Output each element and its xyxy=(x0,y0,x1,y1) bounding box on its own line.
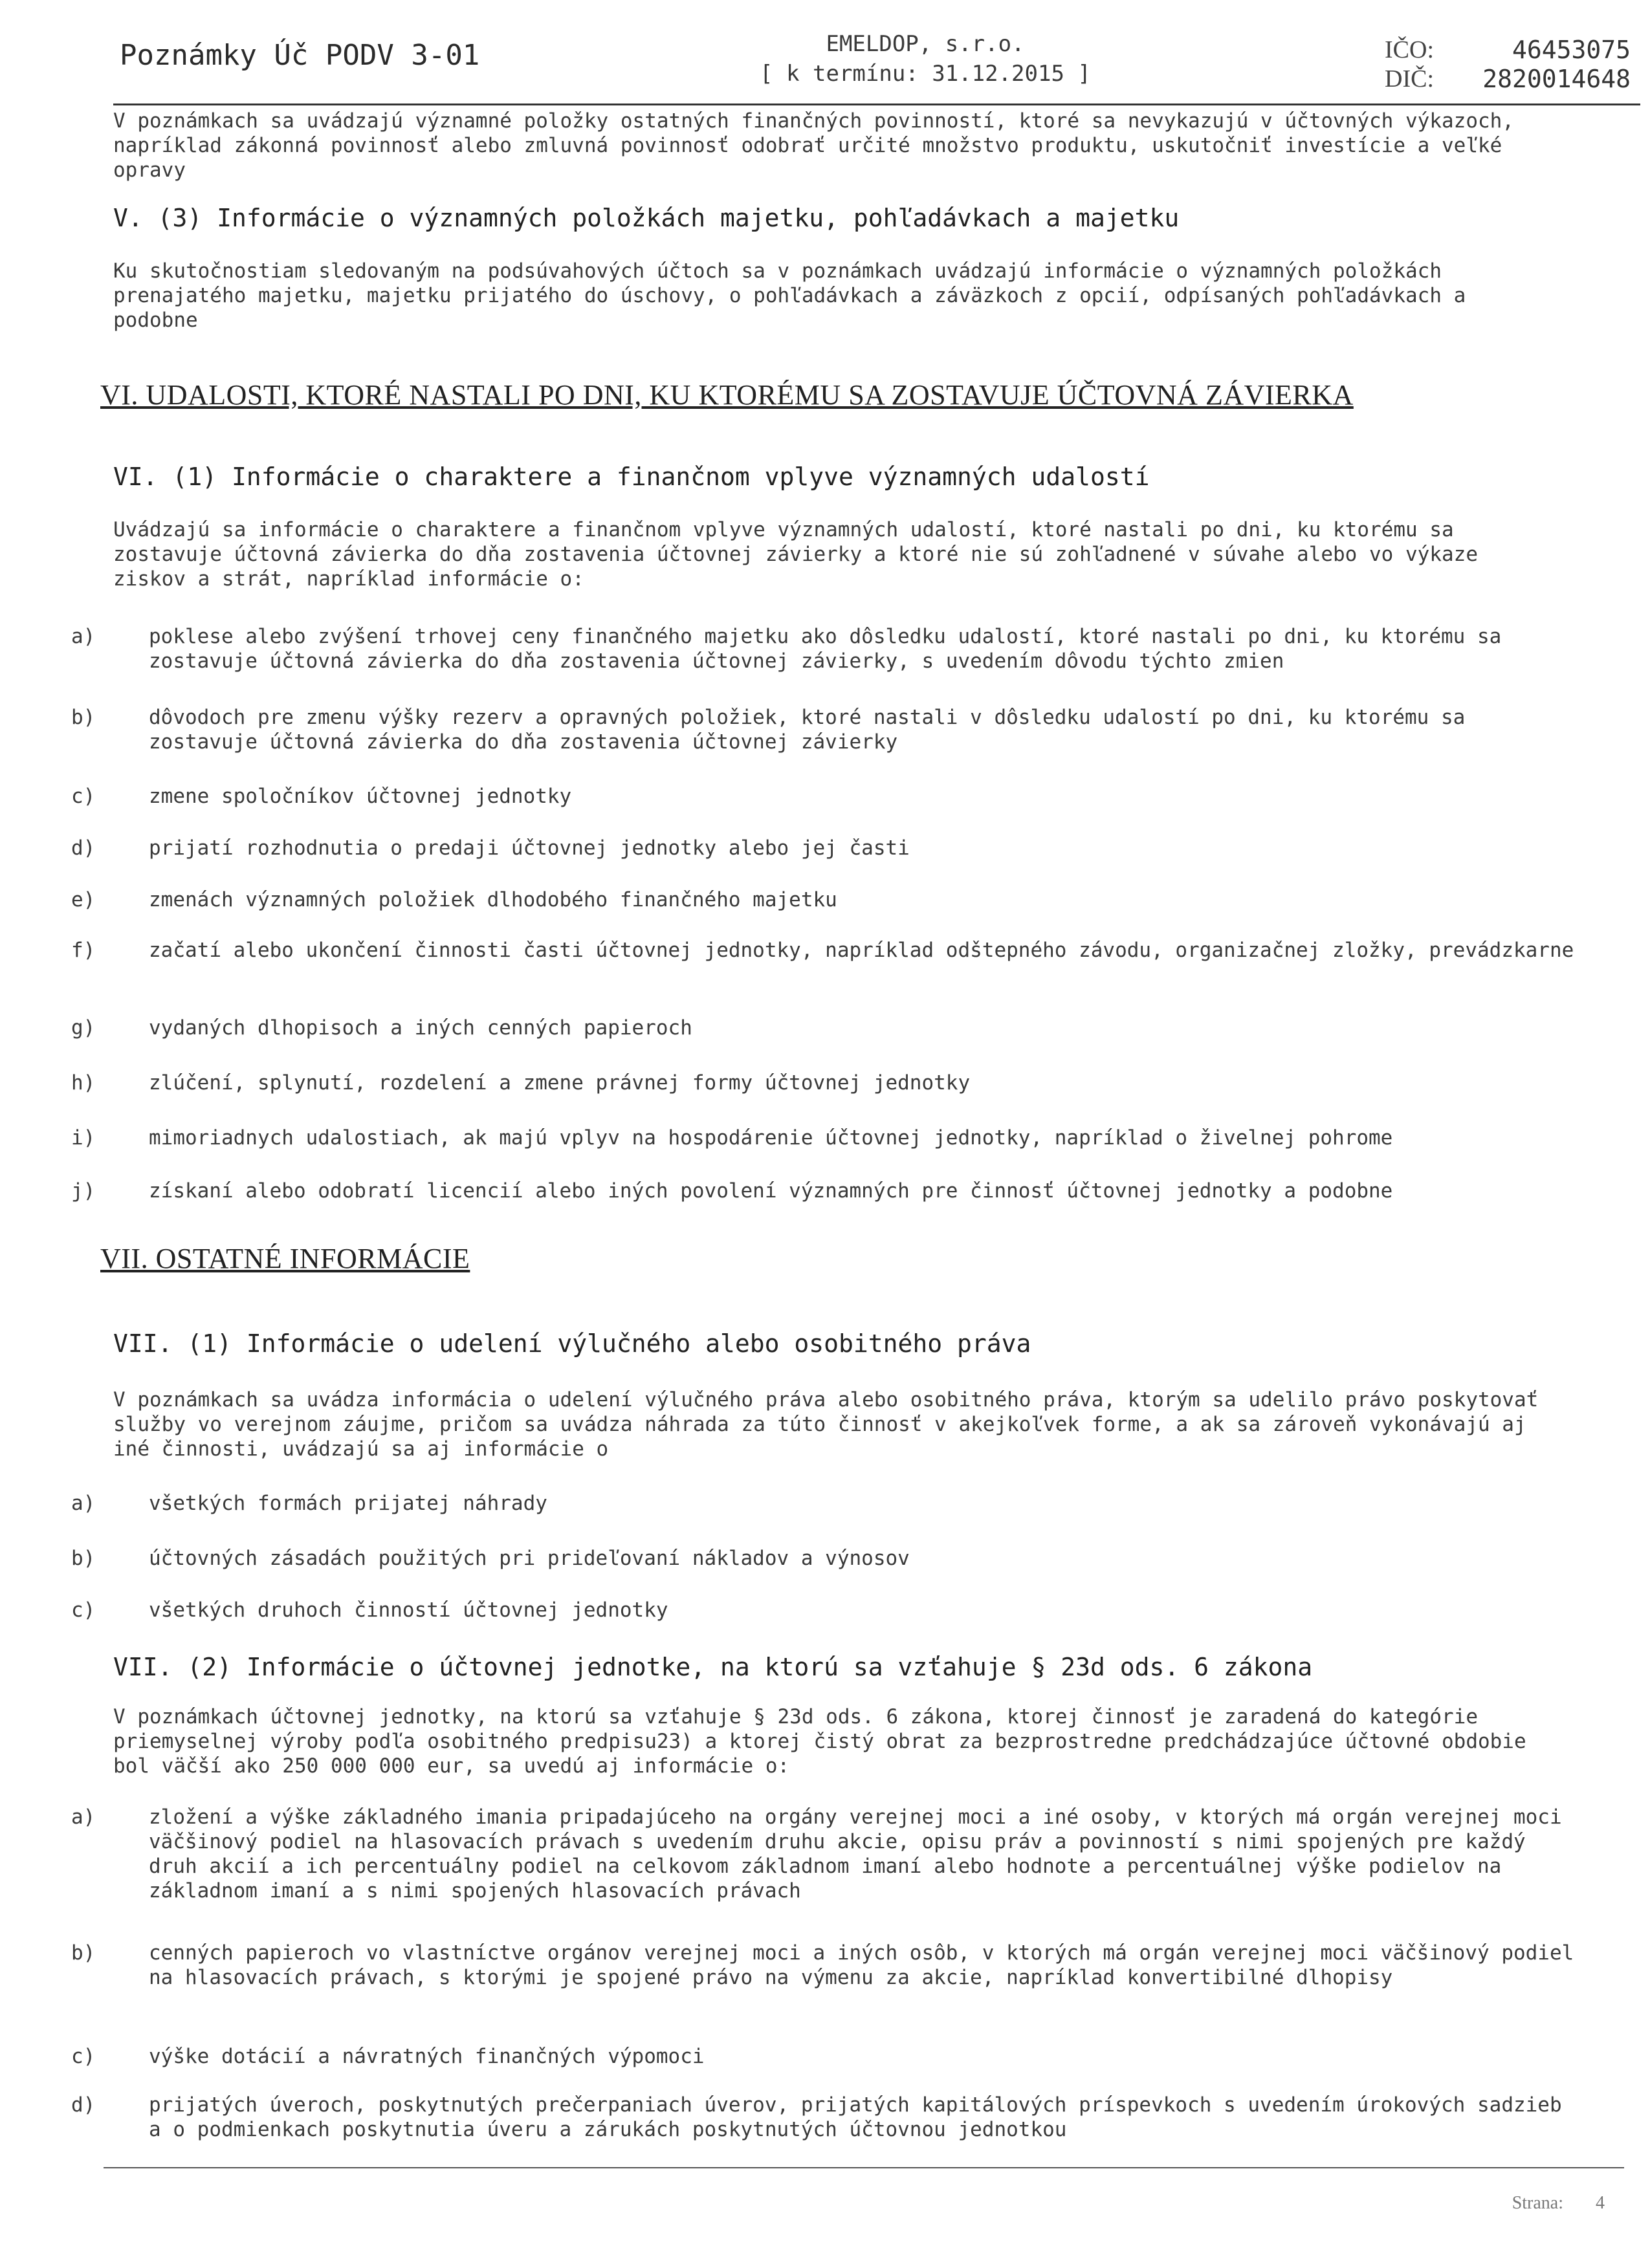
list-item xyxy=(71,1126,1585,1150)
list-item xyxy=(71,1491,1585,1516)
page-footer xyxy=(1480,2193,1605,2214)
list-item-text: mimoriadnych udalostiach, ak majú vplyv na hospodárenie účtovnej jednotky, napríklad o živelnej pohrome xyxy=(149,1126,1393,1150)
section-vi-title: VI. UDALOSTI, KTORÉ NASTALI PO DNI, KU KTORÉMU SA ZOSTAVUJE ÚČTOVNÁ ZÁVIERKA xyxy=(100,379,1354,411)
list-marker: a) xyxy=(71,1492,96,1515)
list-item xyxy=(71,888,1585,912)
list-item-text: zlúčení, splynutí, rozdelení a zmene právnej formy účtovnej jednotky xyxy=(149,1071,971,1095)
list-item-text: výške dotácií a návratných finančných výpomoci xyxy=(149,2045,705,2068)
list-marker: h) xyxy=(71,1071,96,1095)
list-item xyxy=(71,1805,1585,1903)
list-marker: a) xyxy=(71,1805,96,1829)
v3-heading: V. (3) Informácie o významných položkách majetku, pohľadávkach a majetku xyxy=(113,204,1180,232)
list-item xyxy=(71,1179,1585,1203)
header-center xyxy=(744,29,1106,89)
list-marker: b) xyxy=(71,1941,96,1965)
ico-label: IČO: xyxy=(1385,36,1434,63)
list-item-text: všetkých druhoch činností účtovnej jednotky xyxy=(149,1598,668,1622)
list-item xyxy=(71,1071,1585,1095)
vii2-heading: VII. (2) Informácie o účtovnej jednotke, na ktorú sa vzťahuje § 23d ods. 6 zákona xyxy=(113,1653,1313,1681)
list-marker: d) xyxy=(71,836,96,860)
list-item-text: všetkých formách prijatej náhrady xyxy=(149,1492,547,1515)
list-marker: f) xyxy=(71,939,96,962)
list-item xyxy=(71,1941,1585,1990)
vii2-paragraph: V poznámkach účtovnej jednotky, na ktorú sa vzťahuje § 23d ods. 6 zákona, ktorej činnosť je zaradená do kategórie priemyselnej výroby podľa osobitného predpisu23) a ktorej čistý obrat za bezprostredne predchádzajúce účtovné obdobie bol väčší ako 250 000 000 eur, sa uvedú aj informácie o: xyxy=(113,1705,1526,1778)
list-item-text: prijatých úveroch, poskytnutých prečerpaniach úverov, prijatých kapitálových príspevkoch s uvedením úrokových sadzieb a o podmienkach poskytnutia úveru a zárukách poskytnutých účtovnou jednotkou xyxy=(149,2093,1562,2141)
dic-value: 2820014648 xyxy=(1482,65,1631,93)
list-marker: d) xyxy=(71,2093,96,2117)
list-marker: b) xyxy=(71,1547,96,1570)
list-item-text: zložení a výške základného imania pripadajúceho na orgány verejnej moci a iné osoby, v ktorých má orgán verejnej moci väčšinový podiel na hlasovacích právach s uvedením druhu akcie, opisu práv a povinností s nimi spojených pre každý druh akcií a ich percentuálny podiel na celkovom základnom imaní alebo hodnote a percentuálnej výške podielov na základnom imaní a s nimi spojených hlasovacích právach xyxy=(149,1805,1562,1903)
vii1-paragraph: V poznámkach sa uvádza informácia o udelení výlučného práva alebo osobitného práva, ktorým sa udelilo právo poskytovať služby vo verejnom záujme, pričom sa uvádza náhrada za túto činnosť v akejkoľvek forme, a ak sa zároveň vykonávajú aj iné činnosti, uvádzajú sa aj informácie o xyxy=(113,1388,1539,1461)
ico-value: 46453075 xyxy=(1512,36,1631,64)
header-divider xyxy=(113,104,1640,105)
section-vii-title: VII. OSTATNÉ INFORMÁCIE xyxy=(100,1243,470,1274)
list-marker: i) xyxy=(71,1126,96,1150)
intro-paragraph: V poznámkach sa uvádzajú významné položky ostatných finančných povinností, ktoré sa nevykazujú v účtovných výkazoch, napríklad zákonná povinnosť alebo zmluvná povinnosť odobrať určité množstvo produktu, uskutočniť investície a veľké opravy xyxy=(113,109,1514,182)
dic-label: DIČ: xyxy=(1385,65,1434,93)
list-item-text: účtovných zásadách použitých pri prideľovaní nákladov a výnosov xyxy=(149,1547,910,1570)
term-date: [ k termínu: 31.12.2015 ] xyxy=(760,61,1091,87)
vi1-heading: VI. (1) Informácie o charaktere a finančnom vplyve významných udalostí xyxy=(113,463,1150,491)
page-number: 4 xyxy=(1596,2193,1605,2213)
list-marker: c) xyxy=(71,785,96,808)
list-item xyxy=(71,784,1585,809)
list-item-text: prijatí rozhodnutia o predaji účtovnej jednotky alebo jej časti xyxy=(149,836,910,860)
list-item xyxy=(71,624,1585,673)
document-code: Poznámky Úč PODV 3-01 xyxy=(120,39,480,72)
list-marker: b) xyxy=(71,706,96,729)
list-item xyxy=(71,2044,1585,2069)
list-item-text: získaní alebo odobratí licencií alebo iných povolení významných pre činnosť účtovnej jednotky a podobne xyxy=(149,1179,1393,1203)
list-item-text: vydaných dlhopisoch a iných cenných papieroch xyxy=(149,1016,692,1040)
list-marker: c) xyxy=(71,2045,96,2068)
list-marker: j) xyxy=(71,1179,96,1203)
list-item-text: poklese alebo zvýšení trhovej ceny finančného majetku ako dôsledku udalostí, ktoré nastali po dni, ku ktorému sa zostavuje účtovná závierka do dňa zostavenia účtovnej závierky, s uvedením dôvodu týchto zmien xyxy=(149,625,1502,673)
v3-paragraph: Ku skutočnostiam sledovaným na podsúvahových účtoch sa v poznámkach uvádzajú informácie o významných položkách prenajatého majetku, majetku prijatého do úschovy, o pohľadávkach a záväzkoch z opcií, odpísaných pohľadávkach a podobne xyxy=(113,259,1466,332)
list-item xyxy=(71,836,1585,860)
list-item-text: zmene spoločníkov účtovnej jednotky xyxy=(149,785,572,808)
list-item xyxy=(71,1016,1585,1040)
list-item-text: zmenách významných položiek dlhodobého finančného majetku xyxy=(149,888,837,911)
footer-divider xyxy=(104,2167,1624,2168)
list-item-text: cenných papieroch vo vlastníctve orgánov verejnej moci a iných osôb, v ktorých má orgán verejnej moci väčšinový podiel na hlasovacích právach, s ktorými je spojené právo na výmenu za akcie, napríklad konvertibilné dlhopisy xyxy=(149,1941,1574,1989)
vii1-heading: VII. (1) Informácie o udelení výlučného alebo osobitného práva xyxy=(113,1329,1031,1358)
list-item xyxy=(71,705,1585,754)
list-marker: g) xyxy=(71,1016,96,1040)
list-item-text: dôvodoch pre zmenu výšky rezerv a opravných položiek, ktoré nastali v dôsledku udalostí po dni, ku ktorému sa zostavuje účtovná závierka do dňa zostavenia účtovnej závierky xyxy=(149,706,1466,754)
vi1-paragraph: Uvádzajú sa informácie o charaktere a finančnom vplyve významných udalostí, ktoré nastali po dni, ku ktorému sa zostavuje účtovná závierka do dňa zostavenia účtovnej závierky a ktoré nie sú zohľadnené v súvahe alebo vo výkaze ziskov a strát, napríklad informácie o: xyxy=(113,518,1478,591)
page-label: Strana: xyxy=(1512,2193,1563,2213)
list-item xyxy=(71,2093,1585,2142)
list-item xyxy=(71,1598,1585,1622)
list-marker: e) xyxy=(71,888,96,911)
company-name: EMELDOP, s.r.o. xyxy=(826,31,1025,57)
list-marker: c) xyxy=(71,1598,96,1622)
list-item xyxy=(71,1546,1585,1571)
list-marker: a) xyxy=(71,625,96,648)
list-item-text: začatí alebo ukončení činnosti časti účtovnej jednotky, napríklad odštepného závodu, organizačnej zložky, prevádzkarne xyxy=(149,939,1574,962)
list-item xyxy=(71,938,1585,963)
